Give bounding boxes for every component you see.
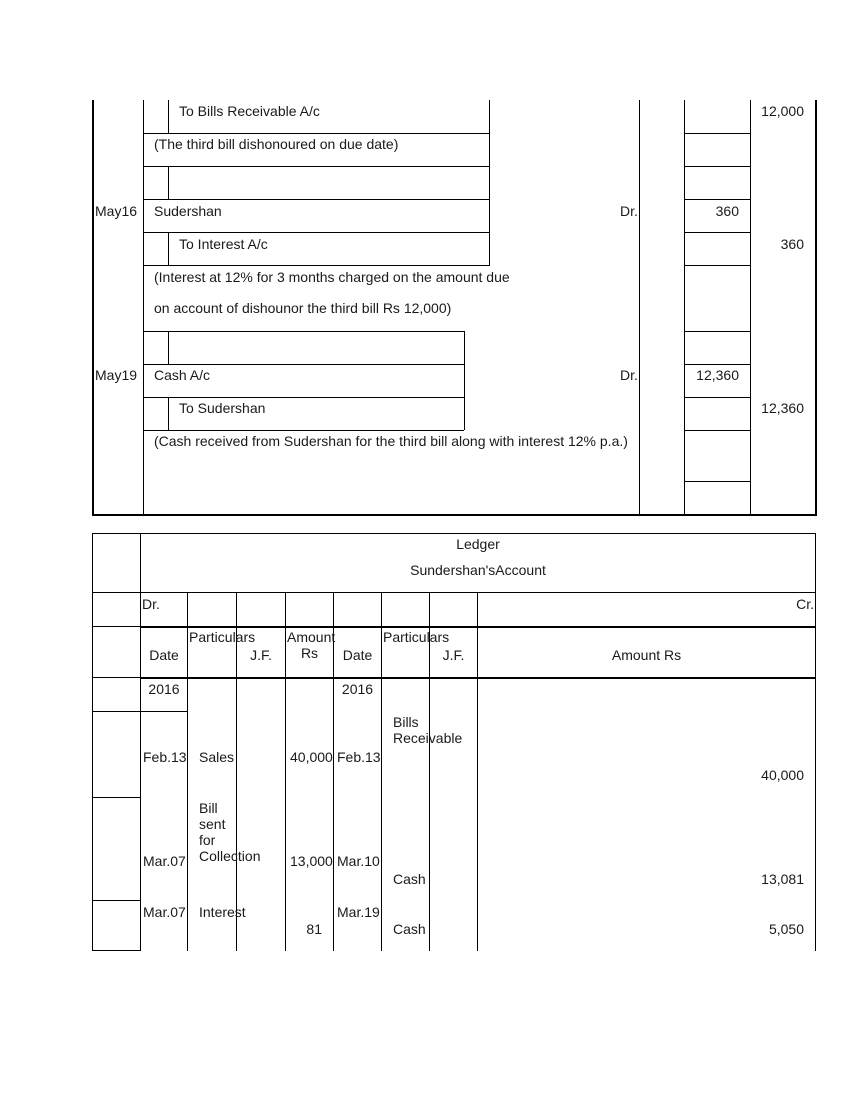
debit-amount: 360	[715, 203, 739, 219]
narration: (Interest at 12% for 3 months charged on the amount due	[154, 269, 510, 285]
ledger-margin-divider	[140, 533, 141, 951]
credit-particular: To Interest A/c	[179, 236, 268, 252]
dr-marker: Dr.	[620, 203, 638, 219]
dr-amount: 81	[306, 921, 322, 937]
ledger-margin-line	[92, 950, 140, 951]
header-amount: Amount Rs	[287, 629, 336, 661]
particulars-row-line	[143, 133, 489, 134]
particulars-row-line	[143, 232, 489, 233]
debit-cell-line	[684, 481, 750, 482]
narration: (Cash received from Sudershan for the third bill along with interest 12% p.a.)	[154, 433, 628, 449]
dr-label: Dr.	[142, 596, 160, 612]
cr-particulars: Cash	[393, 921, 426, 937]
header-jf: J.F.	[250, 647, 272, 663]
cr-date: Mar.19	[337, 904, 380, 920]
dr-amount: 40,000	[290, 749, 333, 765]
debit-cell-line	[684, 364, 750, 365]
ledger-right-border	[815, 533, 816, 951]
year-dr: 2016	[148, 681, 180, 697]
ledger-header-bottom	[140, 677, 816, 679]
debit-particular: Cash A/c	[154, 367, 211, 383]
account-name: Sundershan'sAccount	[410, 562, 546, 578]
header-amount-cr: Amount Rs	[611, 647, 682, 663]
journal-date-divider	[143, 100, 144, 516]
dr-date: Feb.13	[143, 749, 187, 765]
header-particulars-cr: Particulars	[383, 629, 450, 645]
journal-left-border	[92, 100, 94, 516]
narration: on account of dishounor the third bill Rs 12,000)	[154, 300, 452, 316]
debit-cell-line	[684, 265, 750, 266]
header-particulars: Particulars	[189, 629, 256, 645]
journal-lf-divider	[639, 100, 640, 516]
ledger-header-top	[140, 626, 816, 628]
cr-amount: 13,081	[761, 871, 804, 887]
journal-lf-divider-right	[684, 100, 685, 516]
ledger-col-line	[187, 593, 188, 951]
header-date-cr: Date	[342, 647, 373, 663]
particulars-row-line	[143, 364, 464, 365]
journal-bottom-border	[92, 514, 817, 516]
debit-amount: 12,360	[696, 367, 739, 383]
ledger-left-border	[92, 533, 93, 951]
ledger-margin-line	[92, 677, 140, 678]
ledger-margin-line	[92, 797, 140, 798]
debit-cell-line	[684, 397, 750, 398]
credit-amount: 360	[780, 236, 804, 252]
indent-line	[168, 331, 169, 364]
header-jf-cr: J.F.	[442, 647, 465, 663]
narration: (The third bill dishonoured on due date)	[154, 136, 399, 152]
credit-particular: To Bills Receivable A/c	[179, 103, 320, 119]
indent-line	[168, 100, 169, 133]
credit-amount: 12,360	[761, 400, 804, 416]
cr-particulars: Bills Receivable	[393, 714, 463, 746]
indent-line	[168, 166, 169, 199]
ledger-col-line	[285, 593, 286, 951]
cr-amount: 5,050	[768, 921, 804, 937]
debit-cell-line	[684, 199, 750, 200]
particulars-right-line	[489, 100, 490, 266]
indent-line	[168, 232, 169, 265]
cr-date: Feb.13	[337, 749, 381, 765]
particulars-row-line	[143, 331, 464, 332]
journal-amount-divider	[750, 100, 751, 516]
header-date: Date	[149, 647, 179, 663]
debit-particular: Sudershan	[154, 203, 222, 219]
particulars-row-line	[143, 430, 464, 431]
ledger-margin-line	[92, 900, 140, 901]
debit-cell-line	[684, 133, 750, 134]
credit-amount: 12,000	[761, 103, 804, 119]
dr-marker: Dr.	[620, 367, 638, 383]
debit-cell-line	[684, 331, 750, 332]
particulars-right-line	[464, 331, 465, 430]
credit-particular: To Sudershan	[179, 400, 266, 416]
particulars-row-line	[143, 265, 489, 266]
debit-cell-line	[684, 232, 750, 233]
ledger-col-line	[381, 593, 382, 951]
entry-date: May16	[95, 203, 138, 219]
ledger-margin-line	[92, 711, 188, 712]
cr-date: Mar.10	[337, 853, 380, 869]
dr-date: Mar.07	[143, 904, 186, 920]
journal-right-border	[815, 100, 817, 516]
dr-particulars: Bill sent for Collection	[199, 800, 261, 864]
cr-label: Cr.	[796, 596, 814, 612]
entry-date: May19	[95, 367, 138, 383]
particulars-row-line	[143, 397, 464, 398]
cr-particulars: Cash	[393, 871, 426, 887]
ledger-title: Ledger	[456, 536, 500, 552]
dr-amount: 13,000	[290, 853, 333, 869]
debit-cell-line	[684, 430, 750, 431]
cr-amount: 40,000	[761, 767, 804, 783]
particulars-row-line	[143, 166, 489, 167]
dr-date: Mar.07	[143, 853, 186, 869]
dr-particulars: Interest	[199, 904, 246, 920]
particulars-row-line	[143, 199, 489, 200]
debit-cell-line	[684, 166, 750, 167]
dr-particulars: Sales	[199, 749, 235, 765]
year-cr: 2016	[341, 681, 374, 697]
indent-line	[168, 397, 169, 430]
